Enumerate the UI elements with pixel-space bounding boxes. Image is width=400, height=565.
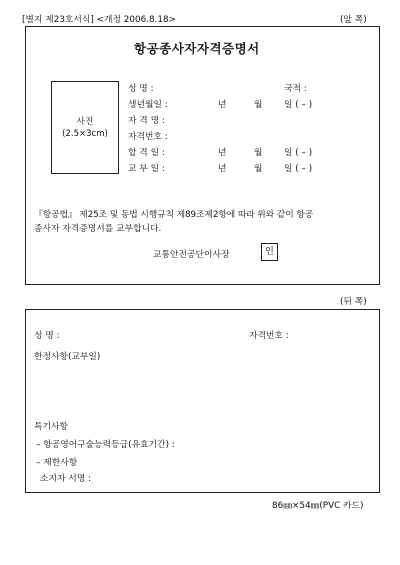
birth-year-unit: 년 bbox=[218, 100, 227, 110]
pass-day-unit: 일 ( – ) bbox=[284, 148, 313, 158]
name-label: 성 명 : bbox=[128, 84, 154, 94]
front-side-label: (앞 쪽) bbox=[340, 15, 367, 25]
card-spec-note: 86㎜×54㎜(PVC 카드) bbox=[272, 501, 364, 511]
photo-size: (2.5×3cm) bbox=[62, 129, 108, 139]
birth-date-label: 생년월일 : bbox=[128, 100, 168, 110]
special-notes-label: 특기사항 bbox=[34, 422, 68, 432]
limitation-label: 한정사항(교부일) bbox=[34, 352, 101, 362]
birth-month-unit: 월 bbox=[254, 100, 263, 110]
issue-month-unit: 월 bbox=[254, 164, 263, 174]
statement-line-2: 종사자 자격증명서를 교부합니다. bbox=[34, 224, 162, 234]
nationality-label: 국적 : bbox=[284, 84, 307, 94]
certificate-back-card bbox=[25, 309, 380, 493]
cert-name-label: 자 격 명 : bbox=[128, 116, 165, 126]
form-reference: [별지 제23호서식] <개정 2006.8.18> bbox=[22, 15, 176, 25]
cert-number-label: 자격번호 : bbox=[128, 132, 168, 142]
issue-day-unit: 일 ( – ) bbox=[284, 164, 313, 174]
seal-box: 인 bbox=[261, 243, 278, 261]
issuer-name: 교통안전공단이사장 bbox=[153, 250, 230, 260]
certificate-title: 항공종사자자격증명서 bbox=[134, 41, 260, 56]
pass-date-label: 합 격 일 : bbox=[128, 148, 165, 158]
pass-month-unit: 월 bbox=[254, 148, 263, 158]
issue-year-unit: 년 bbox=[218, 164, 227, 174]
back-name-label: 성 명 : bbox=[34, 331, 60, 341]
back-cert-number-label: 자격번호 : bbox=[249, 331, 289, 341]
english-proficiency-item: – 항공영어구술능력등급(유효기간) : bbox=[36, 440, 175, 450]
restriction-item: – 제한사항 bbox=[36, 458, 78, 468]
photo-label: 사진 bbox=[76, 117, 94, 127]
photo-box bbox=[51, 81, 119, 174]
statement-line-1: 『항공법』 제25조 및 동법 시행규칙 제89조제2항에 따라 위와 같이 항공 bbox=[34, 210, 314, 220]
certificate-front-card bbox=[25, 26, 380, 285]
back-side-label: (뒤 쪽) bbox=[340, 297, 367, 307]
pass-year-unit: 년 bbox=[218, 148, 227, 158]
birth-day-unit: 일 ( – ) bbox=[284, 100, 313, 110]
issue-date-label: 교 부 일 : bbox=[128, 164, 165, 174]
holder-signature-item: 소지자 서명 : bbox=[40, 474, 92, 484]
